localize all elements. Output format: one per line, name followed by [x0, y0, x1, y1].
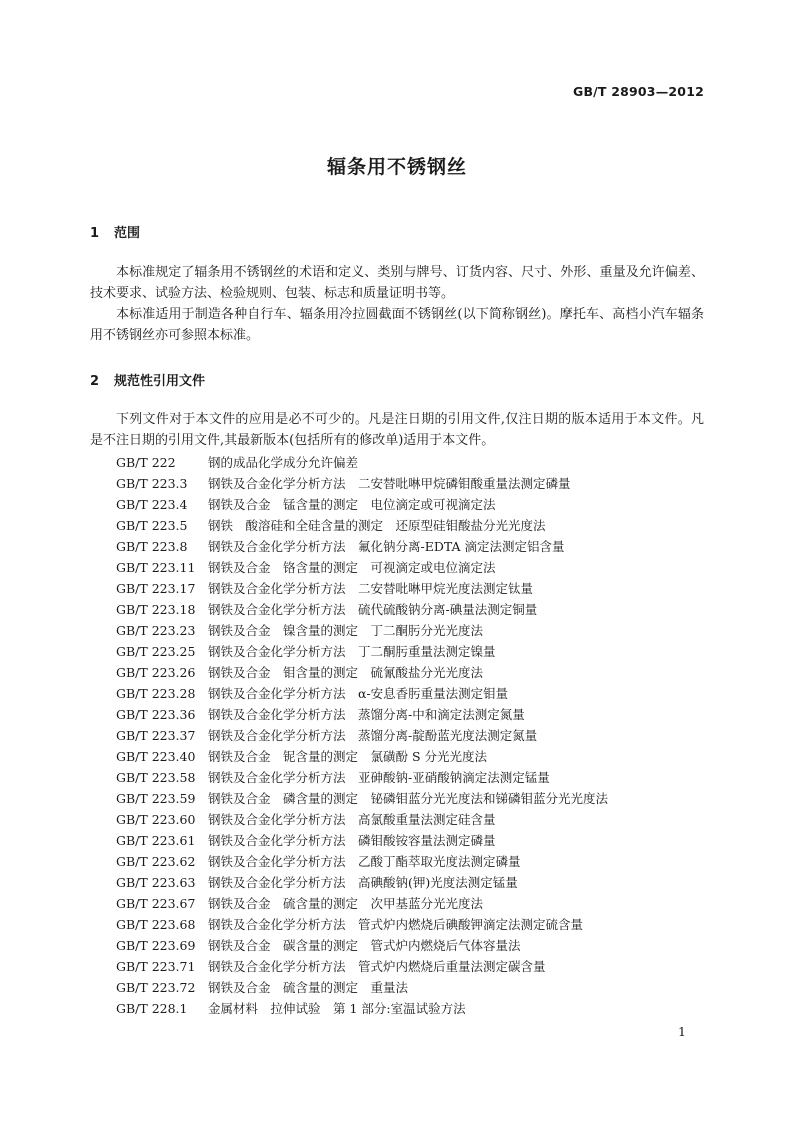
reference-title: 钢铁及合金 镍含量的测定 丁二酮肟分光光度法 — [208, 623, 484, 638]
reference-code: GB/T 223.5 — [116, 518, 188, 533]
reference-item — [116, 578, 608, 599]
reference-item — [116, 830, 608, 851]
reference-title: 钢铁及合金化学分析方法 二安替吡啉甲烷光度法测定钛量 — [208, 581, 534, 596]
reference-code: GB/T 223.61 — [116, 833, 196, 848]
reference-code: GB/T 223.68 — [116, 917, 196, 932]
reference-title: 钢铁及合金化学分析方法 二安替吡啉甲烷磷钼酸重量法测定磷量 — [208, 476, 571, 491]
reference-code: GB/T 223.26 — [116, 665, 196, 680]
reference-item — [116, 662, 608, 683]
reference-item — [116, 998, 608, 1019]
reference-item — [116, 788, 608, 809]
reference-title: 钢铁及合金 磷含量的测定 铋磷钼蓝分光光度法和锑磷钼蓝分光光度法 — [208, 791, 609, 806]
reference-code: GB/T 223.8 — [116, 539, 188, 554]
reference-code: GB/T 223.71 — [116, 959, 196, 974]
document-title: 辐条用不锈钢丝 — [326, 156, 467, 178]
reference-item — [116, 452, 608, 473]
reference-title: 金属材料 拉伸试验 第 1 部分:室温试验方法 — [208, 1001, 466, 1016]
section-number: 2 — [90, 374, 100, 389]
reference-title: 钢铁 酸溶硅和全硅含量的测定 还原型硅钼酸盐分光光度法 — [208, 518, 546, 533]
scope-paragraph-2: 本标准适用于制造各种自行车、辐条用冷拉圆截面不锈钢丝(以下简称钢丝)。摩托车、高档小汽车辐条用不锈钢丝亦可参照本标准。 — [90, 307, 704, 343]
standard-code: GB/T 28903—2012 — [572, 84, 704, 99]
section-number: 1 — [90, 226, 100, 241]
reference-title: 钢铁及合金化学分析方法 氟化钠分离-EDTA 滴定法测定铝含量 — [208, 539, 565, 554]
reference-title: 钢铁及合金化学分析方法 亚砷酸钠-亚硝酸钠滴定法测定锰量 — [208, 770, 550, 785]
reference-code: GB/T 223.67 — [116, 896, 196, 911]
reference-item — [116, 956, 608, 977]
reference-code: GB/T 223.40 — [116, 749, 196, 764]
section-heading-scope — [90, 222, 140, 241]
reference-code: GB/T 223.28 — [116, 686, 196, 701]
reference-title: 钢的成品化学成分允许偏差 — [208, 455, 359, 470]
reference-title: 钢铁及合金化学分析方法 硫代硫酸钠分离-碘量法测定铜量 — [208, 602, 538, 617]
reference-code: GB/T 228.1 — [116, 1001, 188, 1016]
reference-item — [116, 641, 608, 662]
reference-title: 钢铁及合金 碳含量的测定 管式炉内燃烧后气体容量法 — [208, 938, 521, 953]
reference-item — [116, 746, 608, 767]
reference-item — [116, 599, 608, 620]
reference-code: GB/T 223.60 — [116, 812, 196, 827]
reference-item — [116, 767, 608, 788]
reference-item — [116, 494, 608, 515]
reference-title: 钢铁及合金化学分析方法 蒸馏分离-中和滴定法测定氮量 — [208, 707, 525, 722]
reference-item — [116, 704, 608, 725]
reference-code: GB/T 223.17 — [116, 581, 196, 596]
reference-item — [116, 473, 608, 494]
reference-title: 钢铁及合金 锰含量的测定 电位滴定或可视滴定法 — [208, 497, 496, 512]
reference-title: 钢铁及合金化学分析方法 丁二酮肟重量法测定镍量 — [208, 644, 496, 659]
reference-code: GB/T 223.63 — [116, 875, 196, 890]
reference-code: GB/T 223.11 — [116, 560, 196, 575]
reference-code: GB/T 223.37 — [116, 728, 196, 743]
reference-title: 钢铁及合金化学分析方法 蒸馏分离-靛酚蓝光度法测定氮量 — [208, 728, 538, 743]
reference-code: GB/T 223.3 — [116, 476, 188, 491]
reference-item — [116, 893, 608, 914]
reference-title: 钢铁及合金 硫含量的测定 次甲基蓝分光光度法 — [208, 896, 484, 911]
reference-title: 钢铁及合金 钼含量的测定 硫氰酸盐分光光度法 — [208, 665, 484, 680]
section-heading-normative-references — [90, 370, 205, 389]
reference-title: 钢铁及合金化学分析方法 高氯酸重量法测定硅含量 — [208, 812, 496, 827]
reference-item — [116, 809, 608, 830]
page-number: 1 — [678, 1024, 686, 1039]
scope-paragraph-1: 本标准规定了辐条用不锈钢丝的术语和定义、类别与牌号、订货内容、尺寸、外形、重量及允许偏差、技术要求、试验方法、检验规则、包装、标志和质量证明书等。 — [90, 265, 704, 301]
section-title: 范围 — [114, 226, 141, 241]
reference-code: GB/T 223.18 — [116, 602, 196, 617]
reference-code: GB/T 223.58 — [116, 770, 196, 785]
reference-item — [116, 935, 608, 956]
reference-item — [116, 536, 608, 557]
reference-item — [116, 725, 608, 746]
reference-item — [116, 620, 608, 641]
reference-title: 钢铁及合金 铬含量的测定 可视滴定或电位滴定法 — [208, 560, 496, 575]
reference-item — [116, 515, 608, 536]
reference-item — [116, 557, 608, 578]
reference-code: GB/T 223.59 — [116, 791, 196, 806]
reference-code: GB/T 223.36 — [116, 707, 196, 722]
reference-title: 钢铁及合金化学分析方法 乙酸丁酯萃取光度法测定磷量 — [208, 854, 521, 869]
reference-code: GB/T 222 — [116, 455, 176, 470]
reference-item — [116, 851, 608, 872]
reference-title: 钢铁及合金化学分析方法 高碘酸钠(钾)光度法测定锰量 — [208, 875, 518, 890]
reference-item — [116, 914, 608, 935]
reference-title: 钢铁及合金 铌含量的测定 氯磺酚 S 分光光度法 — [208, 749, 488, 764]
reference-code: GB/T 223.62 — [116, 854, 196, 869]
reference-title: 钢铁及合金化学分析方法 管式炉内燃烧后重量法测定碳含量 — [208, 959, 546, 974]
reference-title: 钢铁及合金 硫含量的测定 重量法 — [208, 980, 409, 995]
reference-title: 钢铁及合金化学分析方法 管式炉内燃烧后碘酸钾滴定法测定硫含量 — [208, 917, 584, 932]
reference-title: 钢铁及合金化学分析方法 α-安息香肟重量法测定钼量 — [208, 686, 509, 701]
references-intro-paragraph: 下列文件对于本文件的应用是必不可少的。凡是注日期的引用文件,仅注日期的版本适用于本文件。凡是不注日期的引用文件,其最新版本(包括所有的修改单)适用于本文件。 — [90, 412, 704, 448]
reference-item — [116, 872, 608, 893]
reference-code: GB/T 223.72 — [116, 980, 196, 995]
reference-list — [116, 452, 608, 1019]
reference-code: GB/T 223.25 — [116, 644, 196, 659]
section-title: 规范性引用文件 — [114, 374, 206, 389]
reference-item — [116, 683, 608, 704]
reference-code: GB/T 223.69 — [116, 938, 196, 953]
reference-title: 钢铁及合金化学分析方法 磷钼酸铵容量法测定磷量 — [208, 833, 496, 848]
reference-code: GB/T 223.4 — [116, 497, 188, 512]
reference-code: GB/T 223.23 — [116, 623, 196, 638]
reference-item — [116, 977, 608, 998]
